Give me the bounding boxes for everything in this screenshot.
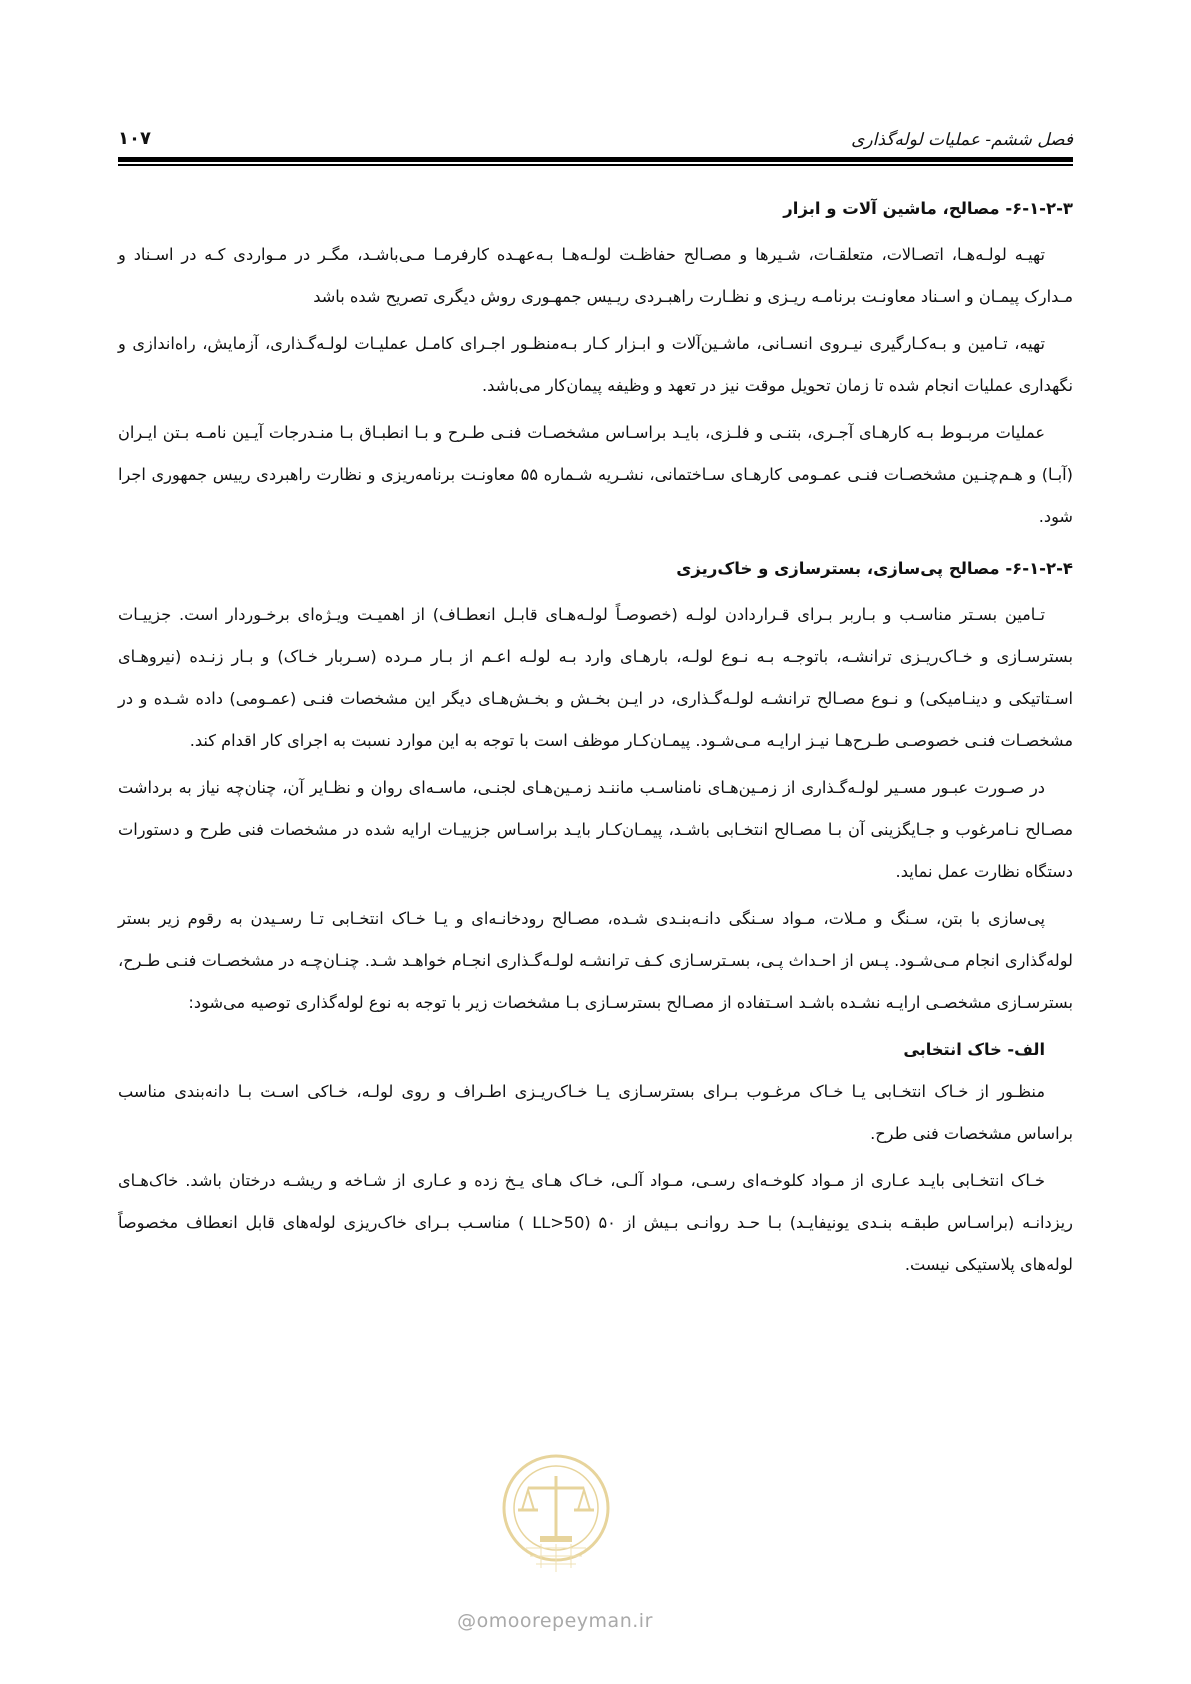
watermark-url: @omoorepeyman.ir [457,1610,653,1632]
header-rule-thick [118,157,1073,162]
paragraph: تـامین بسـتر مناسـب و بـاربر بـرای قـراردادن لولـه (خصوصـاً لولـه‌هـای قابـل انعطـاف) از اهمیـت ویـژه‌ای برخـوردار است. جزییـات بسترسـازی و خـاک‌ریـزی ترانشـه، باتوجـه بـه نـوع لولـه، بارهـای وارد بـه لولـه اعـم از بـار مـرده (سـربار خـاک) و بـار زنـده (نیروهـای اسـتاتیکی و دینـامیکی) و نـوع مصـالح ترانشـه لولـه‌گـذاری، در ایـن بخـش و بخـش‌هـای دیگر این مشخصات فنـی (عمـومی) داده شـده و در مشخصـات فنـی خصوصـی طـرح‌هـا نیـز ارایـه مـی‌شـود. پیمـان‌کـار موظف است با توجه به این موارد نسبت به اجرای کار اقدام کند. [118,605,1073,750]
scales-seal-icon [496,1448,616,1588]
section-heading-materials-machinery: ۶-۱-۲-۳- مصالح، ماشین آلات و ابزار [783,199,1073,218]
page-header [118,126,1073,154]
paragraph: پی‌سازی با بتن، سـنگ و مـلات، مـواد سـنگی دانـه‌بنـدی شـده، مصـالح رودخانـه‌ای و یـا خـاک انتخـابی تـا رسـیدن به رقوم زیر بستر لوله‌گذاری انجام مـی‌شـود. پـس از احـداث پـی، بسـترسـازی کـف ترانشـه لولـه‌گـذاری انجـام خواهـد شـد. چنـان‌چـه در مشخصـات فنـی طـرح، بسترسـازی مشخصـی ارایـه نشـده باشـد اسـتفاده از مصـالح بسترسـازی بـا مشخصات زیر با توجه به نوع لوله‌گذاری توصیه می‌شود: [118,909,1073,1012]
page-number: ۱۰۷ [118,128,151,149]
paragraph: تهیه، تـامین و بـه‌کـارگیری نیـروی انسـانی، ماشـین‌آلات و ابـزار کـار بـه‌منظـور اجـرای کامـل عملیـات لولـه‌گـذاری، آزمایش، راه‌اندازی و نگهداری عملیات انجام شده تا زمان تحویل موقت نیز در تعهد و وظیفه پیمان‌کار می‌باشد. [118,334,1073,395]
paragraph: تهیـه لولـه‌هـا، اتصـالات، متعلقـات، شـیرها و مصـالح حفاظـت لولـه‌هـا بـه‌عهـده کارفرمـا مـی‌باشـد، مگـر در مـواردی کـه در اسـناد و مـدارک پیمـان و اسـناد معاونـت برنامـه ریـزی و نظـارت راهبـردی ریـیس جمهـوری روش دیگری تصریح شده باشد [118,245,1073,306]
paragraph: عملیات مربـوط بـه کارهـای آجـری، بتنـی و فلـزی، بایـد براسـاس مشخصـات فنـی طـرح و بـا انطبـاق بـا منـدرجات آیـین نامـه بـتن ایـران (آبـا) و هـم‌چنـین مشخصـات فنـی عمـومی کارهـای سـاختمانی، نشـریه شـماره ۵۵ معاونـت برنامه‌ریزی و نظارت راهبردی رییس جمهوری اجرا شود. [118,423,1073,526]
paragraph: خـاک انتخـابی بایـد عـاری از مـواد کلوخـه‌ای رسـی، مـواد آلـی، خـاک هـای یـخ زده و عـاری از شـاخه و ریشـه درختان باشد. خاک‌هـای ریزدانـه (براسـاس طبقـه بنـدی یونیفایـد) بـا حـد روانـی بـیش از ۵۰ (LL>50 ) مناسـب بـرای خاک‌ریزی لوله‌های قابل انعطاف مخصوصاً لوله‌های پلاستیکی نیست. [118,1171,1073,1274]
header-rule-thin [118,164,1073,166]
page-content [118,188,1073,1291]
paragraph: در صـورت عبـور مسـیر لولـه‌گـذاری از زمـین‌هـای نامناسـب ماننـد زمـین‌هـای لجنـی، ماسـه‌ای روان و نظـایر آن، چنان‌چه نیاز به برداشت مصـالح نـامرغوب و جـایگزینی آن بـا مصـالح انتخـابی باشـد، پیمـان‌کـار بایـد براسـاس جزییـات ارایه شده در مشخصات فنی طرح و دستورات دستگاه نظارت عمل نماید. [118,778,1073,881]
chapter-title: فصل ششم- عملیات لوله‌گذاری [851,130,1073,150]
paragraph: منظـور از خـاک انتخـابی یـا خـاک مرغـوب بـرای بسترسـازی یـا خـاک‌ریـزی اطـراف و روی لولـه، خـاکی اسـت بـا دانه‌بندی مناسب براساس مشخصات فنی طرح. [118,1082,1073,1143]
subheading-selected-soil: الف- خاک انتخابی [903,1040,1045,1059]
section-heading-foundation-bedding: ۶-۱-۲-۴- مصالح پی‌سازی، بسترسازی و خاک‌ریزی [676,559,1073,578]
